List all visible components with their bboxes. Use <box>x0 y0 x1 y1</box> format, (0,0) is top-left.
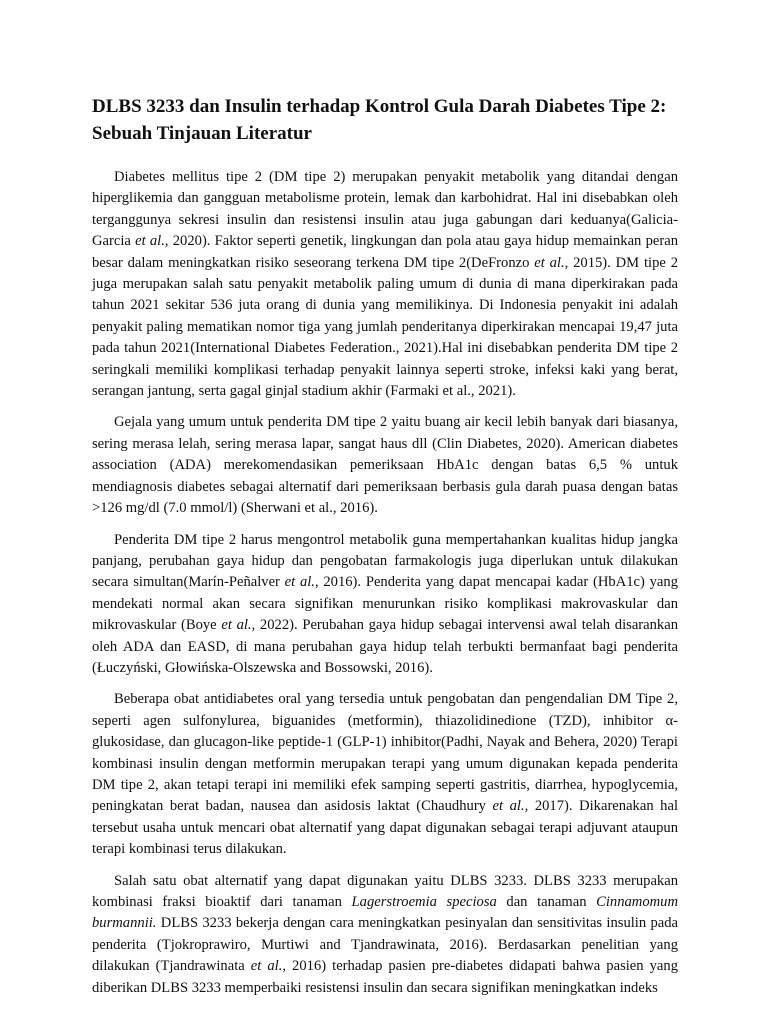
text-segment: Penderita DM tipe 2 harus mengontrol metabolik guna mempertahankan kualitas hidup jangka panjang, perubahan gaya hidup dan pengobatan farmakologis juga diperlukan untuk dilakukan secara simultan(Marín-Peñalver <box>92 531 678 591</box>
body-paragraph <box>92 689 678 860</box>
text-segment: Gejala yang umum untuk penderita DM tipe 2 yaitu buang air kecil lebih banyak dari biasanya, sering merasa lelah, sering merasa lapar, sangat haus dll (Clin Diabetes, 2020). American diabetes association (ADA) merekomendasikan pemeriksaan HbA1c dengan batas 6,5 % untuk mendiagnosis diabetes sebagai alternatif dari pemeriksaan berbasis gula darah puasa dengan batas >126 mg/dl (7.0 mmol/l) (Sherwani et al., 2016). <box>92 414 678 517</box>
italic-text-segment: et al. <box>250 958 283 975</box>
italic-text-segment: et al. <box>135 233 165 250</box>
text-segment: , 2017). Dikarenakan hal tersebut usaha untuk mencari obat alternatif yang dapat digunakan sebagai terapi adjuvant ataupun terapi kombinasi terus dilakukan. <box>92 798 679 858</box>
document-title: DLBS 3233 dan Insulin terhadap Kontrol Gula Darah Diabetes Tipe 2: Sebuah Tinjauan Literatur <box>92 96 667 144</box>
text-segment: , 2016). Penderita yang dapat mencapai kadar (HbA1c) yang mendekati normal akan secara signifikan menurunkan risiko komplikasi makrovaskular dan mikrovaskular (Boye <box>92 574 679 634</box>
italic-text-segment: et al. <box>492 798 525 815</box>
text-segment: , 2022). Perubahan gaya hidup sebagai intervensi awal telah disarankan oleh ADA dan EASD, di mana perubahan gaya hidup telah terbukti bermanfaat bagi penderita (Łuczyński, Głowińska-Olszewska and Bossowski, 2016). <box>92 617 679 676</box>
text-segment: , 2016) terhadap pasien pre-diabetes didapati bahwa pasien yang diberikan DLBS 3233 memperbaiki resistensi insulin dan secara signifikan meningkatkan indeks <box>92 958 678 996</box>
text-segment: , 2020). Faktor seperti genetik, lingkungan dan pola atau gaya hidup memainkan peran besar dalam meningkatkan risiko seseorang terkena DM tipe 2(DeFronzo <box>92 233 678 271</box>
italic-text-segment: et al. <box>221 617 252 634</box>
italic-text-segment: Lagerstroemia speciosa <box>351 894 497 910</box>
text-segment: Salah satu obat alternatif yang dapat digunakan yaitu DLBS 3233. DLBS 3233 merupakan kombinasi fraksi bioaktif dari tanaman <box>92 872 678 910</box>
body-paragraph <box>92 871 678 999</box>
text-segment: Beberapa obat antidiabetes oral yang tersedia untuk pengobatan dan pengendalian DM Tipe 2, seperti agen sulfonylurea, biguanides (metformin), thiazolidinedione (TZD), inhibitor α-glukosidase, dan glucagon-like peptide-1 (GLP-1) inhibitor(Padhi, Nayak and Behera, 2020) Terapi kombinasi insulin dengan metformin merupakan terapi yang umum digunakan kepada penderita DM tipe 2, akan tetapi terapi ini memiliki efek samping seperti gastritis, diarrhea, hypoglycemia, peningkatan berat badan, nausea dan asidosis laktat (Chaudhury <box>92 691 678 815</box>
body-paragraph <box>92 412 678 519</box>
text-segment: DLBS 3233 bekerja dengan cara meningkatkan pesinyalan dan sensitivitas insulin pada penderita (Tjokroprawiro, Murtiwi and Tjandrawinata, 2016). Berdasarkan penelitian yang dilakukan (Tjandrawinata <box>92 915 678 975</box>
document-body <box>92 167 678 999</box>
body-paragraph <box>92 530 678 680</box>
text-segment: Diabetes mellitus tipe 2 (DM tipe 2) merupakan penyakit metabolik yang ditandai dengan hiperglikemia dan gangguan metabolisme protein, lemak dan karbohidrat. Hal ini disebabkan oleh terganggunya sekresi insulin dan resistensi insulin atau juga gabungan dari keduanya(Galicia-Garcia <box>92 169 678 250</box>
body-paragraph <box>92 167 678 402</box>
italic-text-segment: Cinnamomum burmannii. <box>92 894 679 932</box>
text-segment: , 2015). DM tipe 2 juga merupakan salah satu penyakit metabolik paling umum di dunia di mana diperkirakan pada tahun 2021 sekitar 536 juta orang di dunia yang memilikinya. Di Indonesia penyakit ini adalah penyakit paling mematikan nomor tiga yang jumlah penderitanya diperkirakan mencapai 19,47 juta pada tahun 2021(International Diabetes Federation., 2021).Hal ini disebabkan penderita DM tipe 2 seringkali memiliki komplikasi terhadap penyakit lainnya seperti stroke, infeksi kaki yang berat, serangan jantung, serta gagal ginjal stadium akhir (Farmaki et al., 2021). <box>92 254 678 400</box>
italic-text-segment: et al. <box>284 574 315 591</box>
text-segment: dan tanaman <box>496 894 597 910</box>
italic-text-segment: et al. <box>534 254 565 271</box>
